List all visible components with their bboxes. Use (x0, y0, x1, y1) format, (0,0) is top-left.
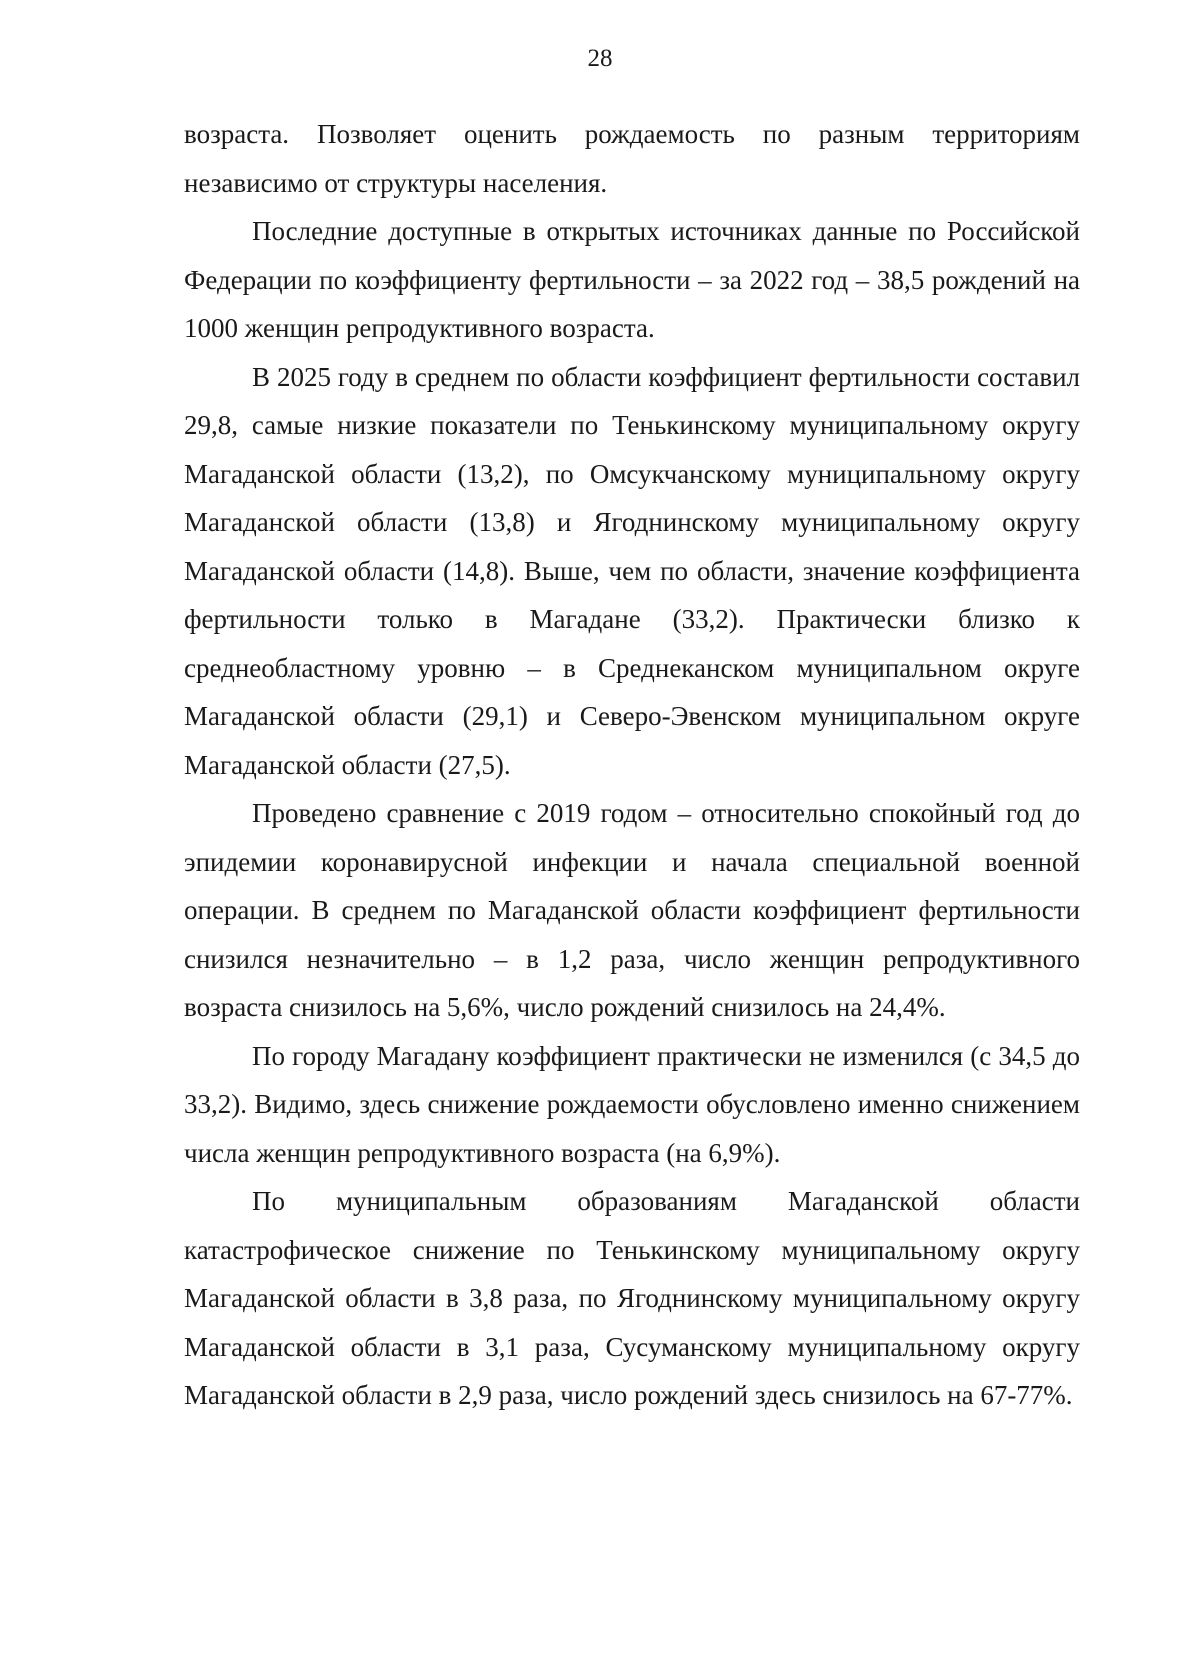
paragraph-russia-fertility: Последние доступные в открытых источниках данные по Российской Федерации по коэффициенту фертильности – за 2022 год – 38,5 рождений на 1000 женщин репродуктивного возраста. (184, 216, 1080, 343)
paragraph-magadan-city: По городу Магадану коэффициент практически не изменился (с 34,5 до 33,2). Видимо, здесь снижение рождаемости обусловлено именно снижением числа женщин репродуктивного возраста (на 6,9%). (184, 1040, 1080, 1168)
paragraph-2019-comparison: Проведено сравнение с 2019 годом – относительно спокойный год до эпидемии коронавирусной инфекции и начала специальной военной операции. В среднем по Магаданской области коэффициент фертильности снизился незначительно – в 1,2 раза, число женщин репродуктивного возраста снизилось на 5,6%, число рождений снизилось на 24,4%. (184, 798, 1080, 1022)
page-number: 28 (587, 45, 613, 72)
paragraph-continuation: возраста. Позволяет оценить рождаемость по разным территориям независимо от структуры населения. (184, 119, 1080, 198)
document-body (184, 110, 1080, 1420)
paragraph-2025-region-fertility: В 2025 году в среднем по области коэффициент фертильности составил 29,8, самые низкие показатели по Тенькинскому муниципальному округу Магаданской области (13,2), по Омсукчанскому муниципальному округу Магаданской области (13,8) и Ягоднинскому муниципальному округу Магаданской области (14,8). Выше, чем по области, значение коэффициента фертильности только в Магадане (33,2). Практически близко к среднеобластному уровню – в Среднеканском муниципальном округе Магаданской области (29,1) и Северо-Эвенском муниципальном округе Магаданской области (27,5). (184, 361, 1080, 780)
paragraph-municipal-decline: По муниципальным образованиям Магаданской области катастрофическое снижение по Тенькинскому муниципальному округу Магаданской области в 3,8 раза, по Ягоднинскому муниципальному округу Магаданской области в 3,1 раза, Сусуманскому муниципальному округу Магаданской области в 2,9 раза, число рождений здесь снизилось на 67-77%. (184, 1186, 1080, 1410)
